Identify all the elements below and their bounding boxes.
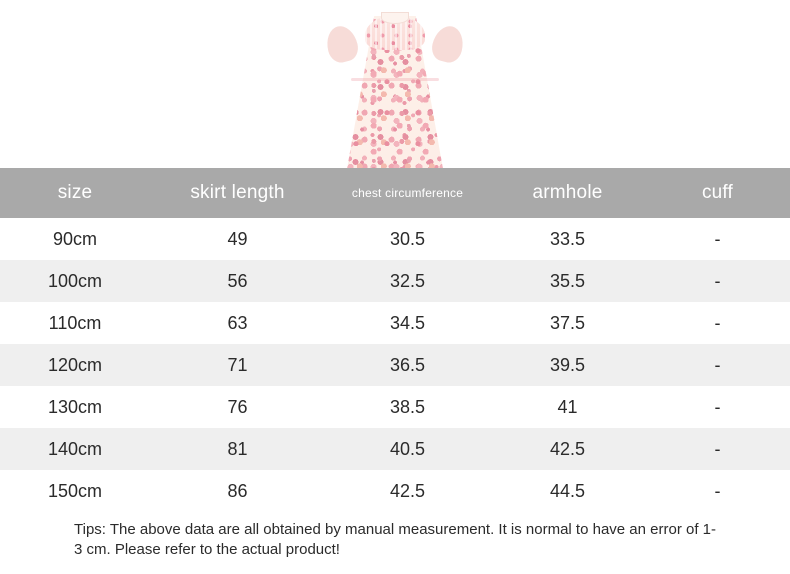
table-row: [0, 302, 790, 344]
cell-size: 140cm: [47, 438, 103, 459]
size-table-body: [0, 218, 790, 512]
cell-skirt-length: 76: [227, 396, 248, 417]
cell-chest: 30.5: [389, 228, 426, 249]
table-row: [0, 470, 790, 512]
dress-waist-seam-icon: [351, 78, 439, 81]
cell-chest: 38.5: [389, 396, 426, 417]
cell-size: 110cm: [48, 312, 102, 333]
column-header-chest-circumference: chest circumference: [351, 185, 464, 200]
product-image-area: [0, 0, 790, 168]
cell-cuff: -: [714, 396, 721, 417]
cell-cuff: -: [714, 438, 721, 459]
cell-chest: 32.5: [389, 270, 426, 291]
column-header-armhole: armhole: [532, 182, 603, 203]
cell-armhole: 44.5: [549, 480, 586, 501]
table-row: [0, 428, 790, 470]
measurement-tips-note: Tips: The above data are all obtained by manual measurement. It is normal to have an error of 1-3 cm. Please refer to the actual product!: [0, 512, 790, 560]
cell-chest: 42.5: [389, 480, 426, 501]
dress-sleeve-left-icon: [323, 23, 361, 65]
dress-illustration: [325, 8, 465, 168]
cell-armhole: 41: [557, 396, 578, 417]
cell-skirt-length: 86: [227, 480, 248, 501]
cell-skirt-length: 63: [227, 312, 248, 333]
cell-armhole: 42.5: [549, 438, 586, 459]
size-table-header: [0, 168, 790, 218]
cell-armhole: 39.5: [549, 354, 586, 375]
cell-armhole: 35.5: [549, 270, 586, 291]
cell-skirt-length: 49: [227, 228, 248, 249]
cell-cuff: -: [714, 312, 721, 333]
column-header-cuff: cuff: [701, 182, 734, 203]
cell-skirt-length: 56: [227, 270, 248, 291]
table-row: [0, 218, 790, 260]
table-row: [0, 344, 790, 386]
cell-chest: 36.5: [389, 354, 426, 375]
cell-armhole: 37.5: [549, 312, 586, 333]
cell-size: 90cm: [52, 228, 97, 249]
cell-armhole: 33.5: [549, 228, 586, 249]
table-header-row: [0, 168, 790, 218]
cell-cuff: -: [714, 480, 721, 501]
cell-cuff: -: [714, 270, 721, 291]
size-table: [0, 168, 790, 512]
dress-sleeve-right-icon: [429, 23, 467, 65]
cell-size: 120cm: [47, 354, 103, 375]
dress-collar-icon: [381, 12, 409, 24]
cell-skirt-length: 71: [227, 354, 248, 375]
column-header-skirt-length: skirt length: [190, 182, 285, 203]
cell-skirt-length: 81: [227, 438, 248, 459]
table-row: [0, 260, 790, 302]
cell-cuff: -: [714, 228, 721, 249]
cell-size: 130cm: [47, 396, 103, 417]
cell-size: 100cm: [47, 270, 103, 291]
table-row: [0, 386, 790, 428]
cell-chest: 40.5: [389, 438, 426, 459]
column-header-size: size: [57, 182, 93, 203]
cell-chest: 34.5: [389, 312, 426, 333]
cell-cuff: -: [714, 354, 721, 375]
cell-size: 150cm: [47, 480, 103, 501]
